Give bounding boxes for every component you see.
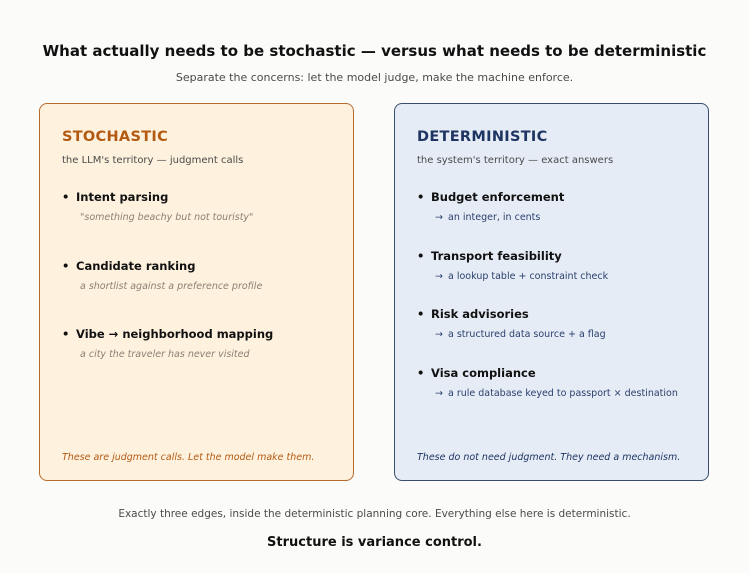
deterministic-footer: These do not need judgment. They need a mechanism. [417, 452, 681, 463]
deterministic-item [417, 366, 678, 399]
deterministic-item-note: a structured data source + a flag [448, 329, 606, 340]
stochastic-item-note: a shortlist against a preference profile [80, 281, 263, 292]
deterministic-item-title: Risk advisories [431, 307, 529, 321]
stochastic-heading: STOCHASTIC [62, 129, 169, 145]
bullet-icon: • [62, 327, 70, 341]
page-subtitle: Separate the concerns: let the model judge, make the machine enforce. [175, 71, 574, 84]
arrow-right-icon: → [435, 212, 443, 223]
stochastic-item-note: "something beachy but not touristy" [80, 212, 254, 223]
stochastic-panel [39, 103, 354, 481]
deterministic-item-title: Transport feasibility [431, 249, 562, 263]
arrow-right-icon: → [435, 271, 443, 282]
stochastic-subheading: the LLM's territory — judgment calls [62, 155, 244, 166]
stochastic-item [62, 259, 262, 292]
stochastic-footer: These are judgment calls. Let the model make them. [62, 452, 315, 463]
deterministic-item-title: Budget enforcement [431, 190, 565, 204]
stochastic-item [62, 190, 253, 223]
arrow-right-icon: → [435, 329, 443, 340]
bullet-icon: • [417, 190, 425, 204]
deterministic-item-title: Visa compliance [431, 366, 536, 380]
stochastic-item-title: Vibe → neighborhood mapping [76, 327, 274, 341]
bullet-icon: • [62, 190, 70, 204]
deterministic-item [417, 307, 606, 340]
arrow-right-icon: → [435, 388, 443, 399]
deterministic-subheading: the system's territory — exact answers [417, 155, 614, 166]
bottom-title: Structure is variance control. [267, 535, 482, 550]
deterministic-item [417, 249, 608, 282]
stochastic-item [62, 327, 273, 360]
deterministic-item-note: an integer, in cents [448, 212, 541, 223]
deterministic-item [417, 190, 564, 223]
stochastic-item-title: Intent parsing [76, 190, 169, 204]
bullet-icon: • [417, 249, 425, 263]
bottom-note: Exactly three edges, inside the deterministic planning core. Everything else here is deterministic. [118, 508, 631, 520]
deterministic-heading: DETERMINISTIC [417, 129, 548, 145]
page-title: What actually needs to be stochastic — versus what needs to be deterministic [42, 42, 707, 60]
bullet-icon: • [417, 307, 425, 321]
bullet-icon: • [417, 366, 425, 380]
deterministic-item-note: a lookup table + constraint check [448, 271, 609, 282]
deterministic-panel [394, 103, 709, 481]
stochastic-item-note: a city the traveler has never visited [80, 349, 250, 360]
bullet-icon: • [62, 259, 70, 273]
deterministic-item-note: a rule database keyed to passport × destination [448, 388, 678, 399]
stochastic-item-title: Candidate ranking [76, 259, 196, 273]
